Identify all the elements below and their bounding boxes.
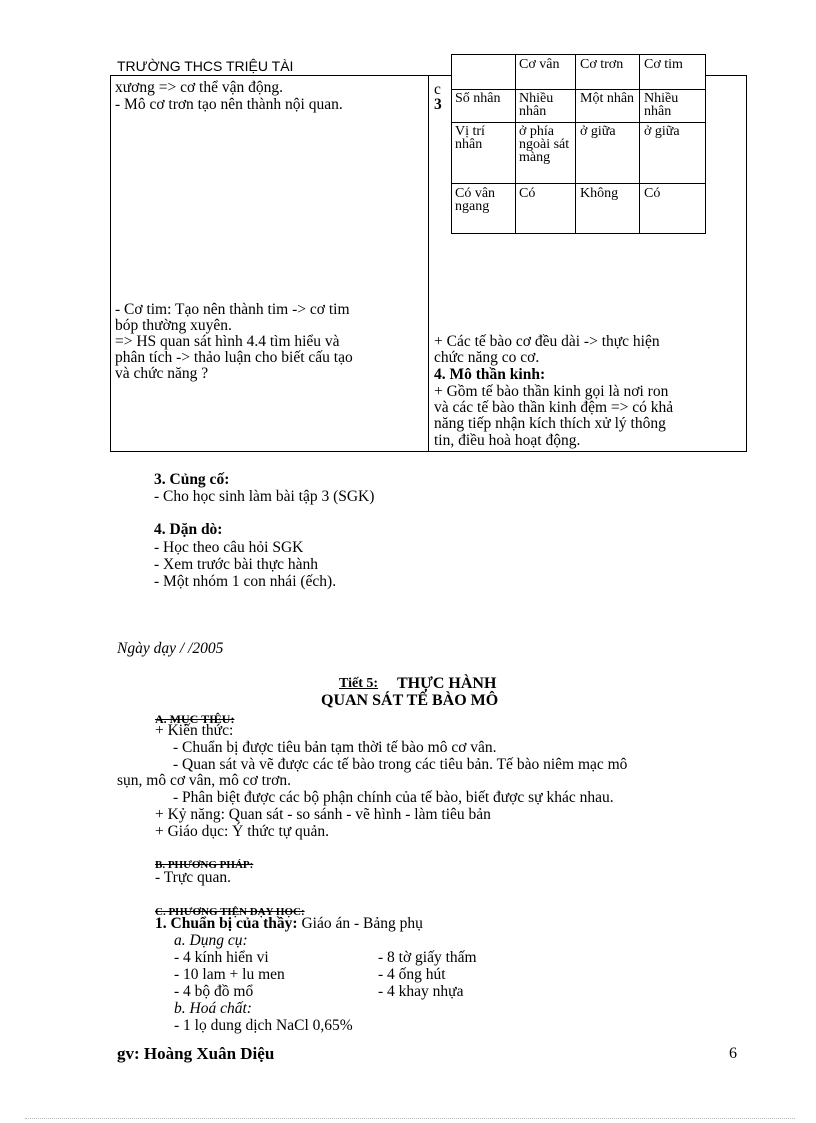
tool-item: - 4 bộ đồ mổ: [174, 983, 254, 1000]
right-text: năng tiếp nhận kích thích xử lý thông: [434, 415, 666, 432]
objective-line: - Chuẩn bị được tiêu bản tạm thời tế bào mô cơ vân.: [173, 739, 497, 756]
table-cell: Một nhân: [580, 92, 635, 106]
table-cell: ở phía ngoài sát màng: [519, 125, 570, 165]
teacher-prep-items: Giáo án - Bảng phụ: [297, 915, 423, 932]
consolidate-title: 3. Củng cố:: [154, 471, 230, 488]
section-title: 4. Mô thần kinh:: [434, 366, 546, 383]
method-line: - Trực quan.: [155, 869, 232, 886]
homework-item: - Một nhóm 1 con nhái (ếch).: [154, 573, 337, 590]
table-cell: Số nhân: [455, 92, 501, 106]
lesson-label: Tiết 5:: [339, 676, 379, 691]
tools-label: a. Dụng cụ:: [174, 932, 248, 949]
left-text: => HS quan sát hình 4.4 tìm hiểu và: [115, 333, 340, 350]
lesson-subtitle: QUAN SÁT TẾ BÀO MÔ: [321, 692, 499, 709]
tool-item: - 4 ống hút: [378, 966, 446, 983]
teacher-prep: [155, 916, 423, 932]
table-cell: ở giữa: [644, 125, 680, 139]
table-divider: [428, 75, 429, 452]
education-line: + Giáo dục: Ý thức tự quản.: [155, 823, 330, 840]
teacher-name: gv: Hoàng Xuân Diệu: [117, 1044, 275, 1063]
right-text: và các tế bào thần kinh đệm => có khả: [434, 399, 674, 416]
chemicals-label: b. Hoá chất:: [174, 1000, 252, 1017]
teaching-date: Ngày dạy / /2005: [117, 640, 224, 657]
table-cell: Không: [580, 187, 619, 201]
table-cell: Nhiều nhân: [644, 92, 679, 119]
tool-item: - 10 lam + lu men: [174, 966, 285, 983]
page-number: 6: [729, 1045, 737, 1062]
table-cell: Vị trí nhân: [455, 125, 485, 152]
school-header: TRƯỜNG THCS TRIỆU TÀI: [117, 58, 294, 74]
knowledge-label: + Kiến thức:: [155, 722, 234, 739]
table-cell: Nhiều nhân: [519, 92, 554, 119]
bottom-dotted-rule: [25, 1118, 795, 1119]
muscle-compare-table: [451, 54, 706, 234]
homework-item: - Học theo câu hỏi SGK: [154, 539, 304, 556]
left-text: và chức năng ?: [115, 365, 209, 382]
table-cell: ở giữa: [580, 125, 616, 139]
right-text: tin, điều hoà hoạt động.: [434, 433, 581, 449]
objective-line: sụn, mô cơ vân, mô cơ trơn.: [117, 772, 291, 789]
right-fragment: 3: [434, 96, 442, 113]
right-text: chức năng co cơ.: [434, 349, 540, 366]
objective-line: - Quan sát và vẽ được các tế bào trong các tiêu bản. Tế bào niêm mạc mô: [173, 756, 628, 773]
table-cell: Có: [644, 187, 661, 201]
section-c-title: C. PHƯƠNG TIỆN DẠY HỌC:: [155, 906, 305, 918]
table-cell: Có vân ngang: [455, 187, 496, 214]
table-right-border: [746, 75, 747, 452]
left-text: bóp thường xuyên.: [115, 317, 232, 334]
left-text: - Mô cơ trơn tạo nên thành nội quan.: [115, 96, 343, 113]
table-header: Cơ trơn: [580, 58, 624, 72]
lesson-title: THỰC HÀNH: [397, 675, 497, 692]
teacher-prep-label: 1. Chuẩn bị của thầy:: [155, 915, 298, 932]
objective-line: - Phân biệt được các bộ phận chính của tế bào, biết được sự khác nhau.: [173, 789, 614, 806]
table-cell: Có: [519, 187, 536, 201]
table-header: Cơ tim: [644, 58, 683, 72]
chemical-item: - 1 lọ dung dịch NaCl 0,65%: [174, 1017, 353, 1034]
left-text: - Cơ tim: Tạo nên thành tim -> cơ tim: [115, 301, 350, 318]
right-text: + Các tế bào cơ đều dài -> thực hiện: [434, 333, 660, 350]
section-b-title: B. PHƯƠNG PHÁP:: [155, 859, 254, 871]
tool-item: - 4 khay nhựa: [378, 983, 464, 1000]
right-fragment: c: [434, 81, 441, 98]
skill-line: + Kỷ năng: Quan sát - so sánh - vẽ hình - làm tiêu bản: [155, 806, 491, 823]
right-text: + Gồm tế bào thần kinh gọi là nơi ron: [434, 383, 669, 400]
tool-item: - 4 kính hiển vi: [174, 949, 269, 966]
section-a-title: A. MỤC TIÊU:: [155, 712, 235, 726]
homework-item: - Xem trước bài thực hành: [154, 556, 319, 573]
homework-title: 4. Dặn dò:: [154, 521, 223, 538]
consolidate-line: - Cho học sinh làm bài tập 3 (SGK): [154, 488, 375, 505]
tool-item: - 8 tờ giấy thấm: [378, 949, 477, 966]
table-top-border: [110, 75, 455, 76]
table-header: Cơ vân: [519, 58, 560, 72]
table-left-border: [110, 75, 111, 452]
left-text: xương => cơ thể vận động.: [115, 79, 283, 96]
left-text: phân tích -> thảo luận cho biết cấu tạo: [115, 349, 353, 366]
table-top-border-right: [705, 75, 747, 76]
